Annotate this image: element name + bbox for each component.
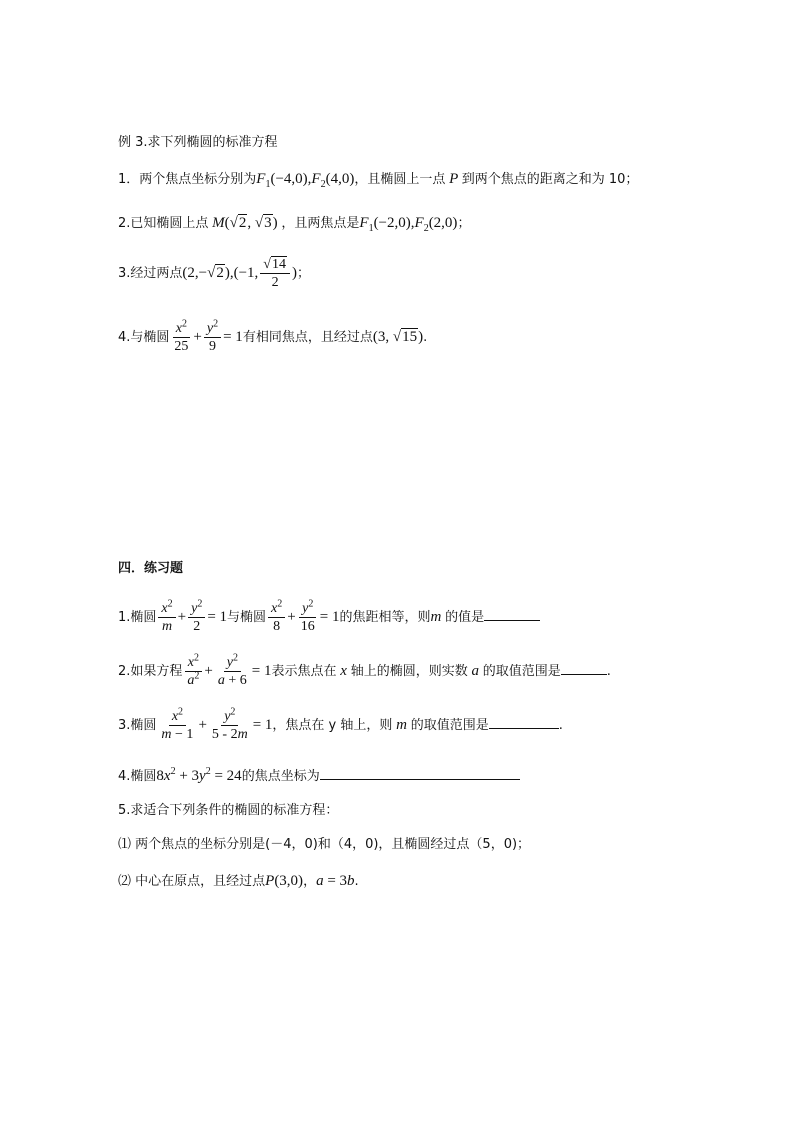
answer-blank[interactable]: [484, 606, 540, 621]
exercise-q5: 5.求适合下列条件的椭圆的标准方程：: [118, 803, 339, 818]
exercise-q4: 4.椭圆$8x^2 + 3y^2 = 24$的焦点坐标为: [118, 765, 520, 786]
exercise-q2: 2.如果方程 $\frac{x^2}{a^2}$ + $\frac{y^2}{a + 6}$ = 1表示焦点在 x 轴上的椭圆，则实数 a 的取值范围是 .: [118, 652, 611, 688]
answer-blank[interactable]: [489, 714, 559, 729]
example-item-2: 2.已知椭圆上点 M(√2, √3) ，且两焦点是$F_1(-2,0),F_2(2,0)$；: [118, 215, 471, 234]
answer-blank[interactable]: [561, 660, 607, 675]
exercise-q5-sub2: ⑵ 中心在原点，且经过点P(3,0)，a = 3b.: [118, 873, 359, 889]
exercise-q1: 1.椭圆 $\frac{x^2}{m}$ + $\frac{y^2}{2}$ = 1与椭圆 $\frac{x^2}{8}$ + $\frac{y^2}{16}$ = 1的焦距相等，则m 的值是: [118, 600, 540, 635]
example-item-3: 3.经过两点(2,−√2),(−1, $\frac{√14}{2}$ )；: [118, 257, 310, 290]
exercise-q5-sub1: ⑴ 两个焦点的坐标分别是(－4，0)和（4，0)，且椭圆经过点（5，0)；: [118, 837, 531, 852]
example-title: 例 3.求下列椭圆的标准方程: [118, 135, 278, 150]
example-item-1: 1．两个焦点坐标分别为$F_1(-4,0),F_2(4,0)$，且椭圆上一点 P 到两个焦点的距离之和为 10；: [118, 171, 639, 190]
exercise-q3: 3.椭圆 $\frac{x^2}{m - 1}$ + $\frac{y^2}{5 - 2m}$ = 1，焦点在 y 轴上，则 m 的取值范围是 .: [118, 706, 563, 742]
example-item-4: 4.与椭圆 $\frac{x^2}{25}$ + $\frac{y^2}{9}$ = 1有相同焦点，且经过点(3, √15).: [118, 318, 428, 354]
answer-blank[interactable]: [320, 765, 520, 780]
exercise-heading: 四．练习题: [118, 561, 184, 576]
